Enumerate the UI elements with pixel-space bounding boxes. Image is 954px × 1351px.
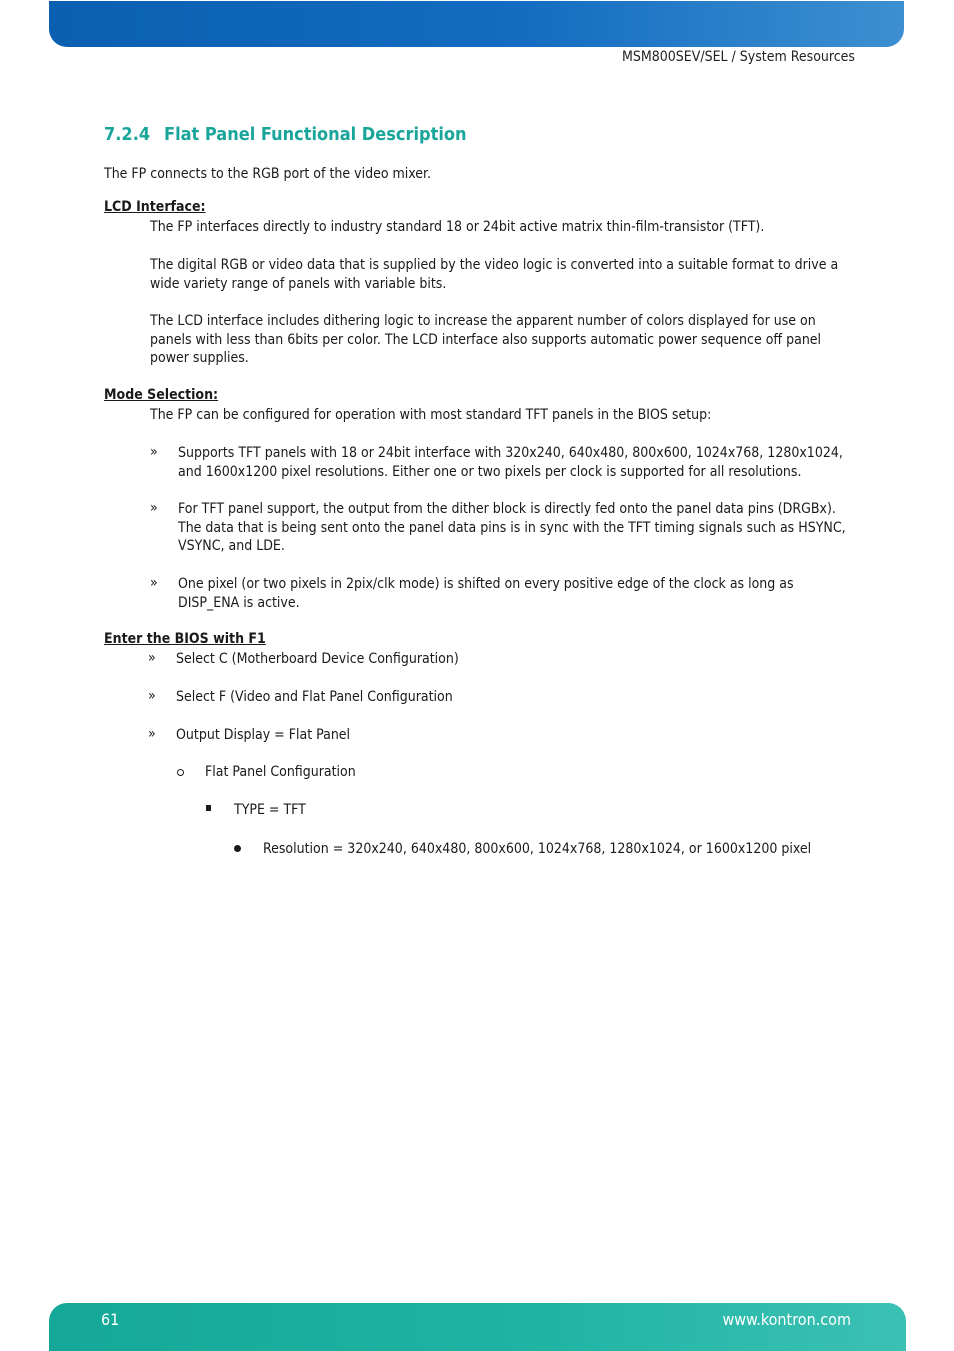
bios-bullet-1-marker: »: [148, 650, 156, 666]
mode-intro: The FP can be configured for operation with most standard TFT panels in the BIOS setup:: [150, 407, 712, 423]
mode-bullet-3-marker: »: [150, 575, 158, 591]
lcd-paragraph-3: The LCD interface includes dithering logic to increase the apparent number of colors displayed for use on panels with less than 6bits per color. The LCD interface also supports automatic power sequence off panel power supplies.: [150, 313, 822, 366]
square-bullet-icon: [206, 805, 211, 811]
resolution-setting: Resolution = 320x240, 640x480, 800x600, 1024x768, 1280x1024, or 1600x1200 pixel: [263, 841, 812, 857]
mode-bullet-1: Supports TFT panels with 18 or 24bit interface with 320x240, 640x480, 800x600, 1024x768, 1280x1024, and 1600x1200 pixel resolutions. Either one or two pixels per clock is supported for all resolutions.: [178, 445, 843, 480]
mode-selection-label: Mode Selection:: [104, 387, 219, 403]
bios-bullet-3-marker: »: [148, 726, 156, 742]
flat-panel-config: Flat Panel Configuration: [205, 764, 356, 780]
mode-bullet-2-marker: »: [150, 500, 158, 516]
section-title: Flat Panel Functional Description: [164, 124, 467, 145]
lcd-interface-label: LCD Interface:: [104, 199, 206, 215]
bios-bullet-3: Output Display = Flat Panel: [176, 727, 351, 743]
bios-bullet-2-marker: »: [148, 688, 156, 704]
website-link[interactable]: www.kontron.com: [722, 1310, 851, 1329]
bios-bullet-2: Select F (Video and Flat Panel Configuration: [176, 689, 453, 705]
section-heading: [104, 124, 467, 145]
section-number: 7.2.4: [104, 124, 151, 145]
mode-bullet-1-marker: »: [150, 444, 158, 460]
document-title: MSM800SEV/SEL / System Resources: [622, 49, 855, 65]
circle-bullet-icon: [177, 769, 184, 776]
lcd-paragraph-1: The FP interfaces directly to industry standard 18 or 24bit active matrix thin-film-transistor (TFT).: [150, 219, 765, 235]
round-bullet-icon: [234, 845, 241, 852]
bios-label: Enter the BIOS with F1: [104, 631, 266, 647]
mode-bullet-2: For TFT panel support, the output from the dither block is directly fed onto the panel data pins (DRGBx). The data that is being sent onto the panel data pins is in sync with the TFT timing signals such as HSYNC, VSYNC, and LDE.: [178, 501, 846, 554]
bios-bullet-1: Select C (Motherboard Device Configuration): [176, 651, 459, 667]
type-setting: TYPE = TFT: [234, 802, 306, 818]
header-bar: [49, 1, 904, 47]
lcd-paragraph-2: The digital RGB or video data that is supplied by the video logic is converted into a suitable format to drive a wide variety range of panels with variable bits.: [150, 257, 839, 292]
intro-paragraph: The FP connects to the RGB port of the video mixer.: [104, 166, 431, 182]
mode-bullet-3: One pixel (or two pixels in 2pix/clk mode) is shifted on every positive edge of the clock as long as DISP_ENA is active.: [178, 576, 794, 611]
page-number: 61: [101, 1310, 120, 1329]
